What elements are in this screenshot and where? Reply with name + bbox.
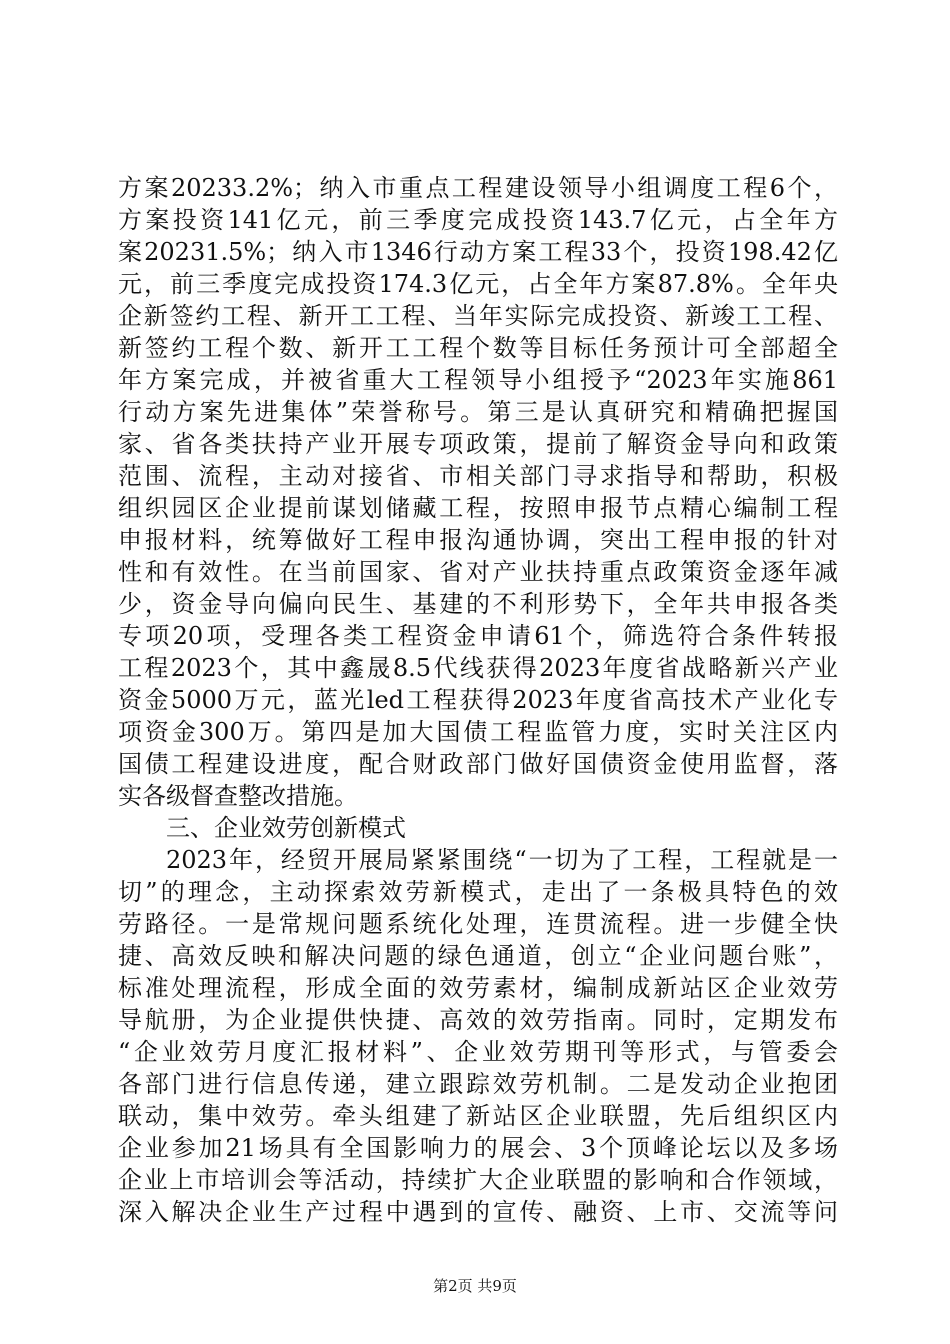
text-line: 申报材料，统筹做好工程申报沟通协调，突出工程申报的针对 [118,526,838,554]
text-line: 企新签约工程、新开工工程、当年实际完成投资、新竣工工程、 [118,302,838,330]
text-line: 捷、高效反映和解决问题的绿色通道，创立“企业问题台账”， [118,942,838,970]
text-line: 国债工程建设进度，配合财政部门做好国债资金使用监督，落 [118,750,838,778]
text-line: 方案20233.2%；纳入市重点工程建设领导小组调度工程6个， [118,174,838,202]
text-line: 劳路径。一是常规问题系统化处理，连贯流程。进一步健全快 [118,910,838,938]
text-line: 组织园区企业提前谋划储藏工程，按照申报节点精心编制工程 [118,494,838,522]
text-line: 2023年，经贸开展局紧紧围绕“一切为了工程，工程就是一 [166,846,838,874]
text-line: 资金5000万元，蓝光led工程获得2023年度省高技术产业化专 [118,686,838,714]
text-line: 范围、流程，主动对接省、市相关部门寻求指导和帮助，积极 [118,462,838,490]
text-line: 企业参加21场具有全国影响力的展会、3个顶峰论坛以及多场 [118,1134,838,1162]
section-heading: 三、企业效劳创新模式 [166,814,406,842]
text-line: 专项20项，受理各类工程资金申请61个，筛选符合条件转报 [118,622,838,650]
text-line: 切”的理念，主动探索效劳新模式，走出了一条极具特色的效 [118,878,838,906]
text-line: 导航册，为企业提供快捷、高效的效劳指南。同时，定期发布 [118,1006,838,1034]
text-line: 联动，集中效劳。牵头组建了新站区企业联盟，先后组织区内 [118,1102,838,1130]
text-line: 实各级督查整改措施。 [118,782,358,810]
text-line: “企业效劳月度汇报材料”、企业效劳期刊等形式，与管委会 [118,1038,838,1066]
text-line: 元，前三季度完成投资174.3亿元，占全年方案87.8%。全年央 [118,270,838,298]
text-line: 方案投资141亿元，前三季度完成投资143.7亿元，占全年方 [118,206,838,234]
page-footer [0,1275,950,1297]
text-line: 企业上市培训会等活动，持续扩大企业联盟的影响和合作领域， [118,1166,838,1194]
text-line: 案20231.5%；纳入市1346行动方案工程33个，投资198.42亿 [118,238,838,266]
text-line: 工程2023个，其中鑫晟8.5代线获得2023年度省战略新兴产业 [118,654,838,682]
text-line: 标准处理流程，形成全面的效劳素材，编制成新站区企业效劳 [118,974,838,1002]
text-line: 年方案完成，并被省重大工程领导小组授予“2023年实施861 [118,366,838,394]
page-number-label: 第2页 共9页 [433,1277,517,1295]
text-line: 各部门进行信息传递，建立跟踪效劳机制。二是发动企业抱团 [118,1070,838,1098]
body-text [118,172,838,1228]
text-line: 新签约工程个数、新开工工程个数等目标任务预计可全部超全 [118,334,838,362]
text-line: 项资金300万。第四是加大国债工程监管力度，实时关注区内 [118,718,838,746]
text-line: 深入解决企业生产过程中遇到的宣传、融资、上市、交流等问 [118,1198,838,1226]
text-line: 少，资金导向偏向民生、基建的不利形势下，全年共申报各类 [118,590,838,618]
text-line: 家、省各类扶持产业开展专项政策，提前了解资金导向和政策 [118,430,838,458]
text-line: 行动方案先进集体”荣誉称号。第三是认真研究和精确把握国 [118,398,838,426]
text-line: 性和有效性。在当前国家、省对产业扶持重点政策资金逐年减 [118,558,838,586]
